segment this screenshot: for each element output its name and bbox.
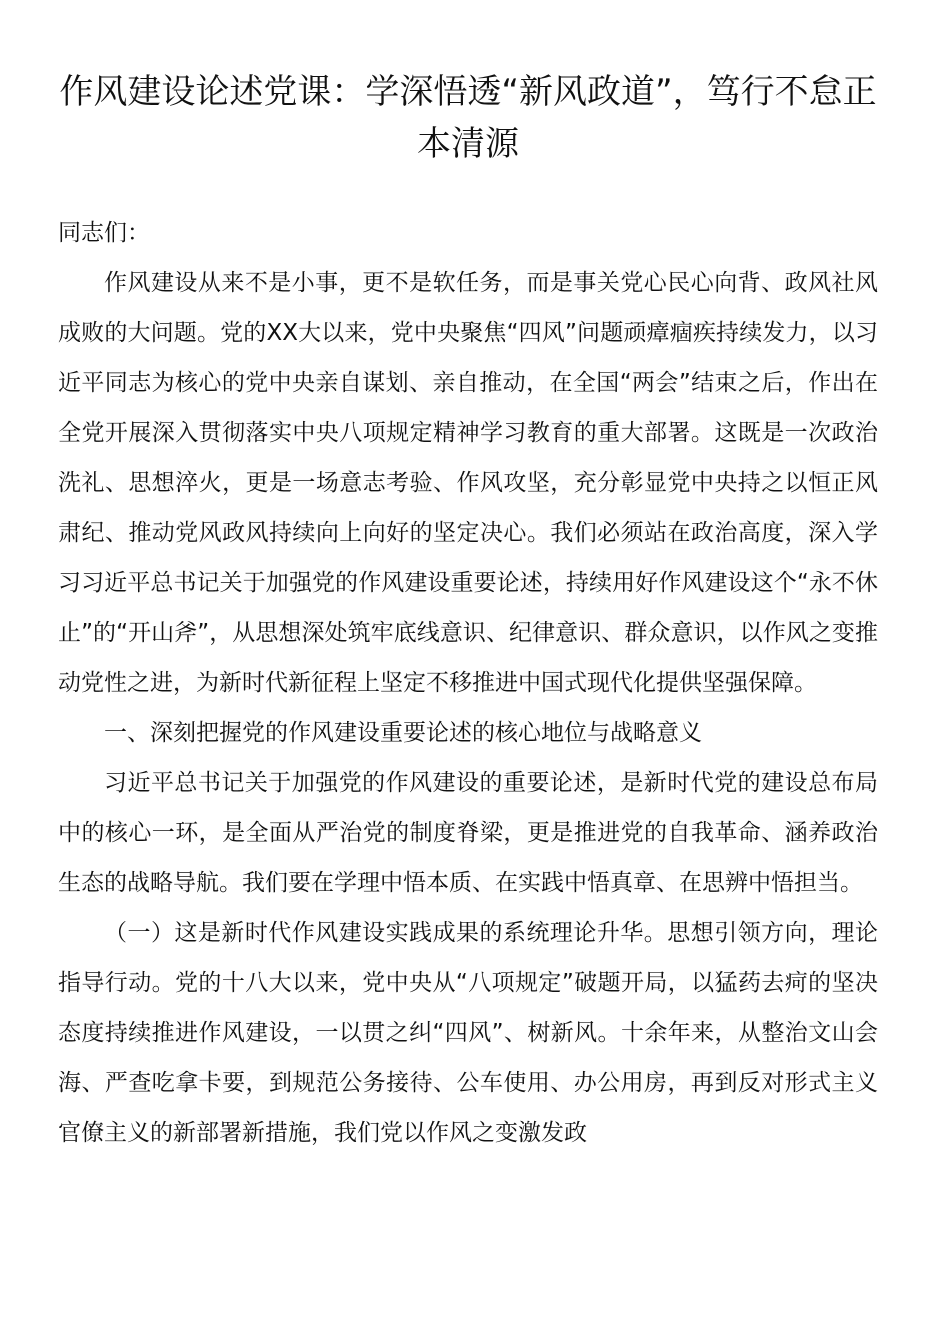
paragraph-subsection-1: （一）这是新时代作风建设实践成果的系统理论升华。思想引领方向，理论指导行动。党的十八大以来，党中央从“八项规定”破题开局，以猛药去疴的坚决态度持续推进作风建设，一以贯之纠“四风”、树新风。十余年来，从整治文山会海、严查吃拿卡要，到规范公务接待、公车使用、办公用房，再到反对形式主义官僚主义的新部署新措施，我们党以作风之变激发政 (58, 920, 878, 1146)
paragraph-section-1: 习近平总书记关于加强党的作风建设的重要论述，是新时代党的建设总布局中的核心一环，是全面从严治党的制度脊梁，更是推进党的自我革命、涵养政治生态的战略导航。我们要在学理中悟本质、在实践中悟真章、在思辨中悟担当。 (58, 770, 878, 896)
document-title: 作风建设论述党课：学深悟透“新风政道”，笃行不怠正本清源 (59, 72, 877, 164)
section-heading-1: 一、深刻把握党的作风建设重要论述的核心地位与战略意义 (104, 720, 702, 746)
greeting: 同志们： (58, 220, 150, 246)
document-page (58, 66, 878, 1158)
paragraph-intro: 作风建设从来不是小事，更不是软任务，而是事关党心民心向背、政风社风成败的大问题。党的XX大以来，党中央聚焦“四风”问题顽瘴痼疾持续发力，以习近平同志为核心的党中央亲自谋划、亲自推动，在全国“两会”结束之后，作出在全党开展深入贯彻落实中央八项规定精神学习教育的重大部署。这既是一次政治洗礼、思想淬火，更是一场意志考验、作风攻坚，充分彰显党中央持之以恒正风肃纪、推动党风政风持续向上向好的坚定决心。我们必须站在政治高度，深入学习习近平总书记关于加强党的作风建设重要论述，持续用好作风建设这个“永不休止”的“开山斧”，从思想深处筑牢底线意识、纪律意识、群众意识，以作风之变推动党性之进，为新时代新征程上坚定不移推进中国式现代化提供坚强保障。 (58, 270, 878, 696)
